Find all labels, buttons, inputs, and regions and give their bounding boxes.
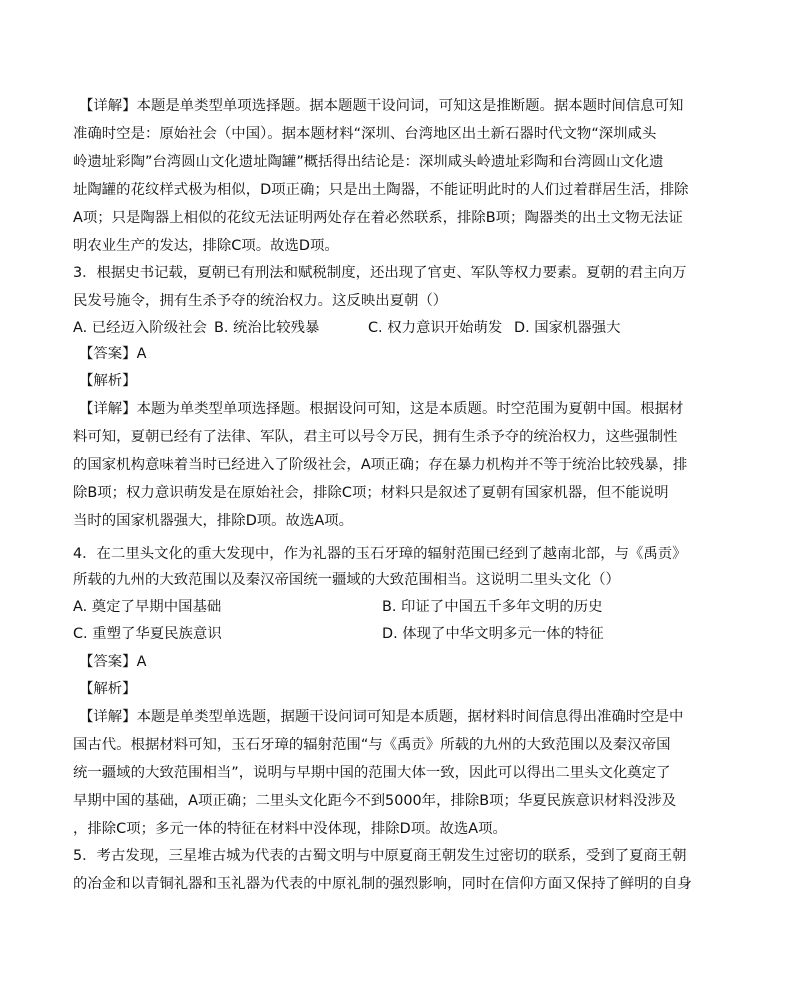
question-4-option-d: D. 体现了中华文明多元一体的特征 [382,626,604,642]
question-4-option-a: A. 奠定了早期中国基础 [73,599,222,615]
question-5-stem: 的冶金和以青铜礼器和玉礼器为代表的中原礼制的强烈影响，同时在信仰方面又保持了鲜明的自身 [73,876,692,892]
question-4-answer: 【答案】A [79,654,147,670]
question-4-detail: 【详解】本题是单类型单选题，据题干设问词可知是本质题，据材料时间信息得出准确时空是中 [79,709,684,725]
question-4-stem: 所载的九州的大致范围以及秦汉帝国统一疆域的大致范围相当。这说明二里头文化（） [73,572,620,588]
question-3-option-c: C. 权力意识开始萌发 [368,320,503,336]
question-4-detail: ，排除C项；多元一体的特征在材料中没体现，排除D项。故选A项。 [73,821,507,837]
question-3-detail: 除B项；权力意识萌发是在原始社会，排除C项；材料只是叙述了夏朝有国家机器，但不能说明 [73,485,669,501]
question-4-detail: 早期中国的基础，A项正确；二里头文化距今不到5000年，排除B项；华夏民族意识材料没涉及 [73,793,677,809]
question-4-detail: 统一疆域的大致范围相当”，说明与早期中国的范围大体一致，因此可以得出二里头文化奠定了 [73,765,671,781]
question-3-option-d: D. 国家机器强大 [514,320,621,336]
paragraph-line: 明农业生产的发达，排除C项。故选D项。 [73,238,339,254]
question-3-answer: 【答案】A [79,346,147,362]
paragraph-line: 准确时空是：原始社会（中国）。据本题材料“深圳、台湾地区出土新石器时代文物“深圳咸头 [73,126,657,142]
question-4-option-b: B. 印证了中国五千多年文明的历史 [382,599,603,615]
question-3-detail: 当时的国家机器强大，排除D项。故选A项。 [73,513,353,529]
paragraph-line: 址陶罐的花纹样式极为相似，D项正确；只是出土陶器，不能证明此时的人们过着群居生活，排除 [73,182,689,198]
question-4-stem: 4．在二里头文化的重大发现中，作为礼器的玉石牙璋的辐射范围已经到了越南北部，与《禹贡》 [73,546,687,562]
question-3-detail: 料可知，夏朝已经有了法律、军队，君主可以号令万民，拥有生杀予夺的统治权力，这些强制性 [73,429,678,445]
paragraph-line: 岭遗址彩陶”台湾圆山文化遗址陶罐”概括得出结论是：深圳咸头岭遗址彩陶和台湾圆山文化遗 [73,154,664,170]
question-4-option-c: C. 重塑了华夏民族意识 [73,626,222,642]
question-3-stem: 3．根据史书记载，夏朝已有刑法和赋税制度，还出现了官吏、军队等权力要素。夏朝的君主向万 [73,265,687,281]
question-5-stem: 5．考古发现，三星堆古城为代表的古蜀文明与中原夏商王朝发生过密切的联系，受到了夏商王朝 [73,848,687,864]
paragraph-line: A项；只是陶器上相似的花纹无法证明两处存在着必然联系，排除B项；陶器类的出土文物无法证 [73,210,683,226]
question-3-option-b: B. 统治比较残暴 [214,320,320,336]
paragraph-line: 【详解】本题是单类型单项选择题。据本题题干设问词，可知这是推断题。据本题时间信息可知 [79,98,684,114]
question-3-detail: 的国家机构意味着当时已经进入了阶级社会，A项正确；存在暴力机构并不等于统治比较残暴，排 [73,457,688,473]
question-4-analysis-label: 【解析】 [79,681,137,697]
question-3-analysis-label: 【解析】 [79,373,137,389]
question-3-option-a: A. 已经迈入阶级社会 [73,320,207,336]
question-3-detail: 【详解】本题为单类型单项选择题。根据设问可知，这是本质题。时空范围为夏朝中国。根据材 [79,401,684,417]
question-4-detail: 国古代。根据材料可知，玉石牙璋的辐射范围“与《禹贡》所载的九州的大致范围以及秦汉帝国 [73,737,671,753]
question-3-stem: 民发号施令，拥有生杀予夺的统治权力。这反映出夏朝（） [73,293,448,309]
